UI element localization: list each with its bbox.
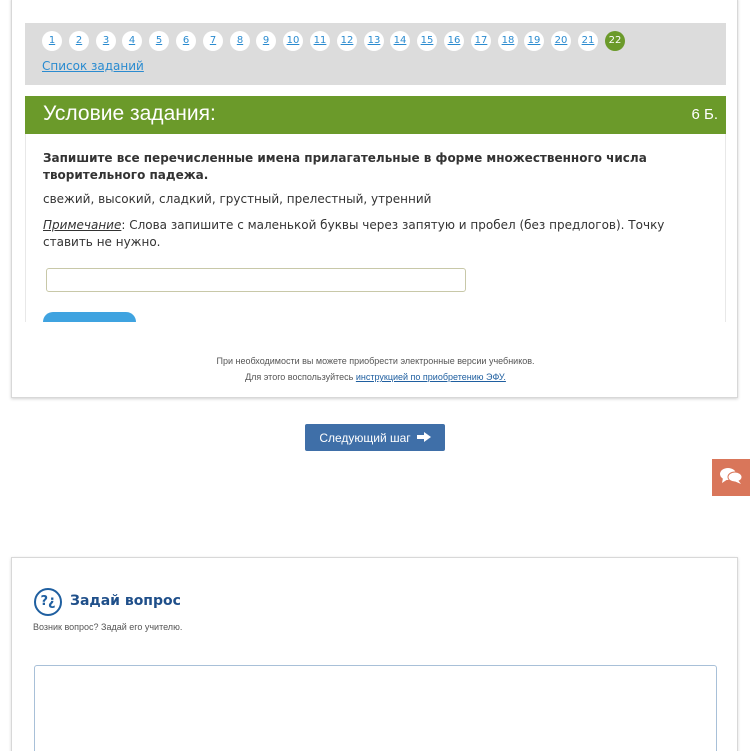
task-number-12[interactable]: 12 <box>337 31 357 51</box>
task-number-21[interactable]: 21 <box>578 31 598 51</box>
task-number-9[interactable]: 9 <box>256 31 276 51</box>
info-text <box>12 353 739 385</box>
task-number-16[interactable]: 16 <box>444 31 464 51</box>
info-line-2-prefix: Для этого воспользуйтесь <box>245 372 356 382</box>
condition-body <box>25 134 726 322</box>
task-number-5[interactable]: 5 <box>149 31 169 51</box>
task-number-19[interactable]: 19 <box>524 31 544 51</box>
task-number-14[interactable]: 14 <box>390 31 410 51</box>
task-card <box>11 0 738 398</box>
task-number-1[interactable]: 1 <box>42 31 62 51</box>
submit-answer-button[interactable] <box>43 312 136 322</box>
question-text: Запишите все перечисленные имена прилагательные в форме множественного числа творительного падежа. <box>43 151 647 182</box>
efu-instruction-link[interactable]: инструкцией по приобретению ЭФУ. <box>355 372 506 382</box>
task-number-11[interactable]: 11 <box>310 31 330 51</box>
task-number-3[interactable]: 3 <box>96 31 116 51</box>
note-text: : Слова запишите с маленькой буквы через запятую и пробел (без предлогов). Точку ставить не нужно. <box>43 218 665 249</box>
chat-bubbles-icon <box>720 467 742 489</box>
condition-header <box>25 96 726 134</box>
note <box>43 217 683 251</box>
info-line-2 <box>12 369 739 385</box>
task-number-22[interactable]: 22 <box>605 31 625 51</box>
task-number-18[interactable]: 18 <box>498 31 518 51</box>
info-line-1: При необходимости вы можете приобрести электронные версии учебников. <box>216 356 535 366</box>
condition-title: Условие задания: <box>43 102 216 125</box>
task-number-2[interactable]: 2 <box>69 31 89 51</box>
task-number-17[interactable]: 17 <box>471 31 491 51</box>
chat-button[interactable] <box>712 459 750 496</box>
task-number-15[interactable]: 15 <box>417 31 437 51</box>
next-step-label: Следующий шаг <box>319 430 411 445</box>
ask-title: Задай вопрос <box>70 593 181 609</box>
task-number-10[interactable]: 10 <box>283 31 303 51</box>
task-list-link[interactable]: Список заданий <box>42 59 144 73</box>
arrow-right-icon <box>417 431 431 445</box>
note-label: Примечание <box>43 218 122 232</box>
condition-points: 6 Б. <box>691 106 718 123</box>
task-navigation <box>25 23 726 85</box>
ask-subtitle: Возник вопрос? Задай его учителю. <box>33 622 183 632</box>
ask-question-card <box>11 557 738 751</box>
question-textarea[interactable] <box>34 665 717 751</box>
question-circle-icon: ?¿ <box>34 588 62 616</box>
task-number-7[interactable]: 7 <box>203 31 223 51</box>
task-number-13[interactable]: 13 <box>364 31 384 51</box>
task-number-8[interactable]: 8 <box>230 31 250 51</box>
task-number-20[interactable]: 20 <box>551 31 571 51</box>
word-list: свежий, высокий, сладкий, грустный, прелестный, утренний <box>43 192 432 206</box>
task-number-4[interactable]: 4 <box>122 31 142 51</box>
next-step-button[interactable] <box>305 424 445 451</box>
task-number-6[interactable]: 6 <box>176 31 196 51</box>
answer-input[interactable] <box>46 268 466 292</box>
